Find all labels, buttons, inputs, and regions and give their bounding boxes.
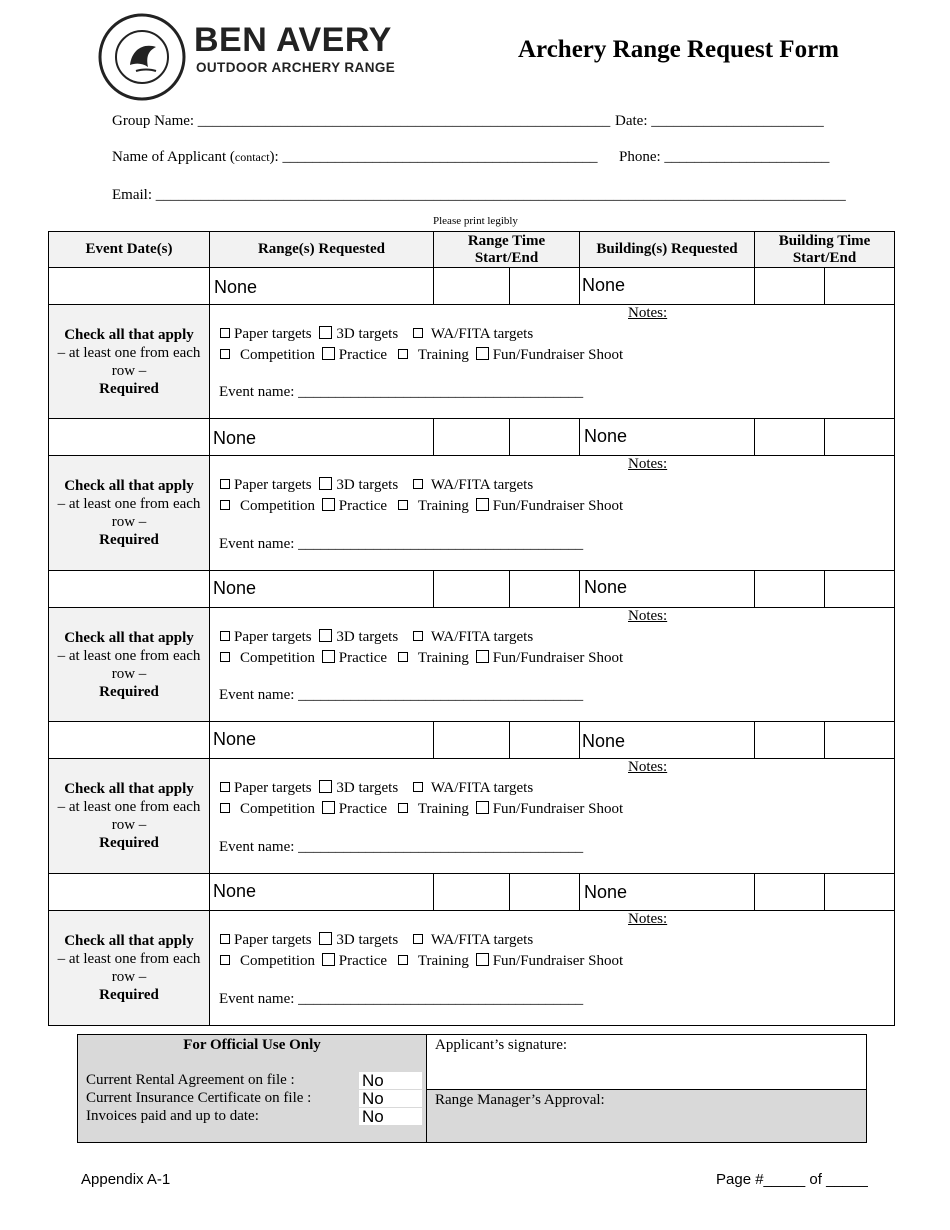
building-end-input[interactable]	[824, 267, 895, 305]
check-all-subtitle: – at least one from each row –	[57, 496, 201, 530]
wafita-targets-label: WA/FITA targets	[430, 629, 534, 645]
competition-checkbox[interactable]	[220, 955, 230, 965]
notes-label: Notes:	[628, 305, 668, 321]
form-title: Archery Range Request Form	[518, 36, 839, 63]
competition-checkbox[interactable]	[220, 652, 230, 662]
range-value: None	[213, 578, 257, 598]
event-block-2	[0, 418, 950, 571]
fun-fundraiser-checkbox[interactable]	[476, 650, 489, 663]
header-building-time-label: Building Time Start/End	[778, 232, 871, 266]
event-name-field[interactable]: Event name: ______________________________________	[219, 687, 584, 703]
paper-targets-label: Paper targets	[234, 629, 312, 645]
applicant-line: ): __________________________________________	[269, 149, 598, 165]
wafita-targets-label: WA/FITA targets	[430, 780, 534, 796]
header-range-time-label: Range Time Start/End	[467, 232, 546, 266]
check-all-required: Required	[99, 684, 159, 700]
3d-targets-label: 3D targets	[336, 932, 399, 948]
range-end-input[interactable]	[509, 267, 580, 305]
activity-row	[220, 627, 533, 647]
event-block-5	[0, 873, 950, 1026]
range-value: None	[213, 881, 257, 901]
check-all-required: Required	[99, 532, 159, 548]
fun-fundraiser-label: Fun/Fundraiser Shoot	[492, 801, 624, 817]
paper-targets-label: Paper targets	[234, 780, 312, 796]
event-name-field[interactable]: Event name: ______________________________________	[219, 384, 584, 400]
check-all-subtitle: – at least one from each row –	[57, 951, 201, 985]
check-all-title: Check all that apply	[64, 933, 194, 949]
building-select[interactable]	[579, 570, 755, 608]
range-start-input[interactable]	[433, 418, 510, 456]
range-value: None	[213, 729, 257, 749]
invoices-label: Invoices paid and up to date:	[86, 1108, 259, 1124]
training-checkbox[interactable]	[398, 803, 408, 813]
practice-checkbox[interactable]	[322, 650, 335, 663]
training-label: Training	[417, 498, 469, 514]
competition-checkbox[interactable]	[220, 500, 230, 510]
applicant-label: Name of Applicant (	[112, 149, 235, 165]
rental-select[interactable]: No	[359, 1072, 422, 1089]
email-field[interactable]: Email: ____________________________________________________________________________________________	[112, 187, 846, 203]
type-row	[220, 496, 623, 516]
building-end-input[interactable]	[824, 418, 895, 456]
header-building-time	[754, 231, 895, 268]
range-select[interactable]	[209, 418, 434, 456]
training-checkbox[interactable]	[398, 500, 408, 510]
building-value: None	[582, 731, 626, 751]
building-end-input[interactable]	[824, 873, 895, 911]
3d-targets-label: 3D targets	[336, 477, 399, 493]
building-end-input[interactable]	[824, 570, 895, 608]
paper-targets-label: Paper targets	[234, 477, 312, 493]
rental-label: Current Rental Agreement on file :	[86, 1072, 295, 1088]
paper-targets-checkbox[interactable]	[220, 479, 230, 489]
header-ranges-label: Range(s) Requested	[257, 241, 386, 257]
approval-box[interactable]	[426, 1089, 867, 1143]
phone-field[interactable]: Phone: ______________________	[619, 149, 830, 165]
header-range-time	[433, 231, 580, 268]
competition-label: Competition	[240, 801, 315, 817]
practice-label: Practice	[338, 650, 388, 666]
date-field[interactable]: Date: _______________________	[615, 113, 824, 129]
event-block-4	[0, 721, 950, 874]
training-label: Training	[417, 650, 469, 666]
options-area	[209, 304, 895, 419]
practice-label: Practice	[338, 801, 388, 817]
options-area	[209, 455, 895, 571]
practice-label: Practice	[338, 498, 388, 514]
page-number: Page #_____ of _____	[716, 1171, 868, 1188]
notes-label: Notes:	[628, 759, 668, 775]
wafita-targets-label: WA/FITA targets	[430, 326, 534, 342]
approval-label: Range Manager’s Approval:	[435, 1092, 605, 1108]
event-date-input[interactable]	[48, 721, 210, 759]
3d-targets-label: 3D targets	[336, 326, 399, 342]
event-block-1	[0, 267, 950, 419]
check-all-label	[48, 758, 210, 874]
building-select[interactable]	[579, 267, 755, 305]
logo-name: BEN AVERY	[194, 21, 392, 59]
type-row	[220, 345, 623, 365]
fun-fundraiser-label: Fun/Fundraiser Shoot	[492, 650, 624, 666]
wafita-targets-label: WA/FITA targets	[430, 932, 534, 948]
paper-targets-label: Paper targets	[234, 932, 312, 948]
event-name-field[interactable]: Event name: ______________________________________	[219, 536, 584, 552]
event-date-input[interactable]	[48, 418, 210, 456]
training-checkbox[interactable]	[398, 652, 408, 662]
range-start-input[interactable]	[433, 721, 510, 759]
type-row	[220, 648, 623, 668]
logo-subtitle: OUTDOOR ARCHERY RANGE	[196, 60, 396, 75]
options-area	[209, 758, 895, 874]
event-date-input[interactable]	[48, 570, 210, 608]
range-select[interactable]	[209, 267, 434, 305]
range-end-input[interactable]	[509, 873, 580, 911]
wafita-targets-label: WA/FITA targets	[430, 477, 534, 493]
fun-fundraiser-checkbox[interactable]	[476, 801, 489, 814]
event-name-field[interactable]: Event name: ______________________________________	[219, 839, 584, 855]
building-start-input[interactable]	[754, 721, 825, 759]
check-all-subtitle: – at least one from each row –	[57, 648, 201, 682]
range-value: None	[213, 428, 257, 448]
signature-label: Applicant’s signature:	[435, 1037, 568, 1053]
fun-fundraiser-checkbox[interactable]	[476, 498, 489, 511]
building-start-input[interactable]	[754, 418, 825, 456]
practice-checkbox[interactable]	[322, 498, 335, 511]
fun-fundraiser-checkbox[interactable]	[476, 347, 489, 360]
event-date-input[interactable]	[48, 873, 210, 911]
3d-targets-label: 3D targets	[336, 629, 399, 645]
notes-label: Notes:	[628, 456, 668, 472]
3d-targets-checkbox[interactable]	[319, 780, 332, 793]
official-use-box	[77, 1034, 427, 1143]
practice-checkbox[interactable]	[322, 953, 335, 966]
training-label: Training	[417, 953, 469, 969]
range-start-input[interactable]	[433, 267, 510, 305]
insurance-select[interactable]: No	[359, 1090, 422, 1107]
activity-row	[220, 475, 533, 495]
building-value: None	[584, 577, 628, 597]
paper-targets-checkbox[interactable]	[220, 328, 230, 338]
activity-row	[220, 778, 533, 798]
3d-targets-checkbox[interactable]	[319, 629, 332, 642]
range-start-input[interactable]	[433, 873, 510, 911]
header-event-dates	[48, 231, 210, 268]
activity-row	[220, 324, 533, 344]
notes-label: Notes:	[628, 911, 668, 927]
check-all-required: Required	[99, 381, 159, 397]
applicant-label-small: contact	[234, 150, 270, 164]
competition-checkbox[interactable]	[220, 349, 230, 359]
3d-targets-checkbox[interactable]	[319, 326, 332, 339]
building-select[interactable]	[579, 418, 755, 456]
event-date-input[interactable]	[48, 267, 210, 305]
wafita-targets-checkbox[interactable]	[413, 782, 423, 792]
3d-targets-label: 3D targets	[336, 780, 399, 796]
building-start-input[interactable]	[754, 873, 825, 911]
check-all-required: Required	[99, 835, 159, 851]
practice-checkbox[interactable]	[322, 801, 335, 814]
check-all-subtitle: – at least one from each row –	[57, 345, 201, 379]
check-all-title: Check all that apply	[64, 781, 194, 797]
competition-label: Competition	[240, 347, 315, 363]
check-all-subtitle: – at least one from each row –	[57, 799, 201, 833]
signature-box[interactable]	[426, 1034, 867, 1090]
paper-targets-checkbox[interactable]	[220, 631, 230, 641]
range-select[interactable]	[209, 570, 434, 608]
range-select[interactable]	[209, 721, 434, 759]
check-all-title: Check all that apply	[64, 630, 194, 646]
paper-targets-checkbox[interactable]	[220, 934, 230, 944]
wafita-targets-checkbox[interactable]	[413, 328, 423, 338]
building-value: None	[584, 426, 628, 446]
logo	[98, 13, 428, 101]
fun-fundraiser-checkbox[interactable]	[476, 953, 489, 966]
event-block-3	[0, 570, 950, 722]
check-all-label	[48, 455, 210, 571]
building-value: None	[584, 882, 628, 902]
activity-row	[220, 930, 533, 950]
building-start-input[interactable]	[754, 267, 825, 305]
fun-fundraiser-label: Fun/Fundraiser Shoot	[492, 347, 624, 363]
paper-targets-checkbox[interactable]	[220, 782, 230, 792]
check-all-label	[48, 607, 210, 722]
check-all-label	[48, 304, 210, 419]
competition-label: Competition	[240, 650, 315, 666]
building-end-input[interactable]	[824, 721, 895, 759]
insurance-label: Current Insurance Certificate on file :	[86, 1090, 312, 1106]
group-name-field[interactable]: Group Name: _______________________________________________________	[112, 113, 611, 129]
paper-targets-label: Paper targets	[234, 326, 312, 342]
fun-fundraiser-label: Fun/Fundraiser Shoot	[492, 498, 624, 514]
competition-label: Competition	[240, 953, 315, 969]
practice-label: Practice	[338, 953, 388, 969]
range-end-input[interactable]	[509, 570, 580, 608]
3d-targets-checkbox[interactable]	[319, 932, 332, 945]
training-checkbox[interactable]	[398, 349, 408, 359]
range-end-input[interactable]	[509, 721, 580, 759]
building-select[interactable]	[579, 721, 755, 759]
competition-checkbox[interactable]	[220, 803, 230, 813]
wafita-targets-checkbox[interactable]	[413, 479, 423, 489]
practice-label: Practice	[338, 347, 388, 363]
appendix-label: Appendix A-1	[81, 1171, 171, 1188]
check-all-title: Check all that apply	[64, 327, 194, 343]
building-select[interactable]	[579, 873, 755, 911]
training-label: Training	[417, 801, 469, 817]
competition-label: Competition	[240, 498, 315, 514]
event-name-field[interactable]: Event name: ______________________________________	[219, 991, 584, 1007]
range-start-input[interactable]	[433, 570, 510, 608]
3d-targets-checkbox[interactable]	[319, 477, 332, 490]
training-checkbox[interactable]	[398, 955, 408, 965]
print-note: Please print legibly	[433, 215, 518, 227]
options-area	[209, 607, 895, 722]
header-buildings	[579, 231, 755, 268]
check-all-label	[48, 910, 210, 1026]
header-event-dates-label: Event Date(s)	[85, 241, 173, 257]
options-area	[209, 910, 895, 1026]
applicant-field[interactable]	[112, 149, 597, 166]
wafita-targets-checkbox[interactable]	[413, 631, 423, 641]
invoices-select[interactable]: No	[359, 1108, 422, 1125]
check-all-required: Required	[99, 987, 159, 1003]
range-select[interactable]	[209, 873, 434, 911]
notes-label: Notes:	[628, 608, 668, 624]
official-use-title: For Official Use Only	[183, 1037, 321, 1053]
type-row	[220, 951, 623, 971]
training-label: Training	[417, 347, 469, 363]
header-buildings-label: Building(s) Requested	[596, 241, 738, 257]
check-all-title: Check all that apply	[64, 478, 194, 494]
building-start-input[interactable]	[754, 570, 825, 608]
range-end-input[interactable]	[509, 418, 580, 456]
wafita-targets-checkbox[interactable]	[413, 934, 423, 944]
range-value: None	[214, 277, 258, 297]
type-row	[220, 799, 623, 819]
header-ranges	[209, 231, 434, 268]
practice-checkbox[interactable]	[322, 347, 335, 360]
building-value: None	[582, 275, 626, 295]
fun-fundraiser-label: Fun/Fundraiser Shoot	[492, 953, 624, 969]
